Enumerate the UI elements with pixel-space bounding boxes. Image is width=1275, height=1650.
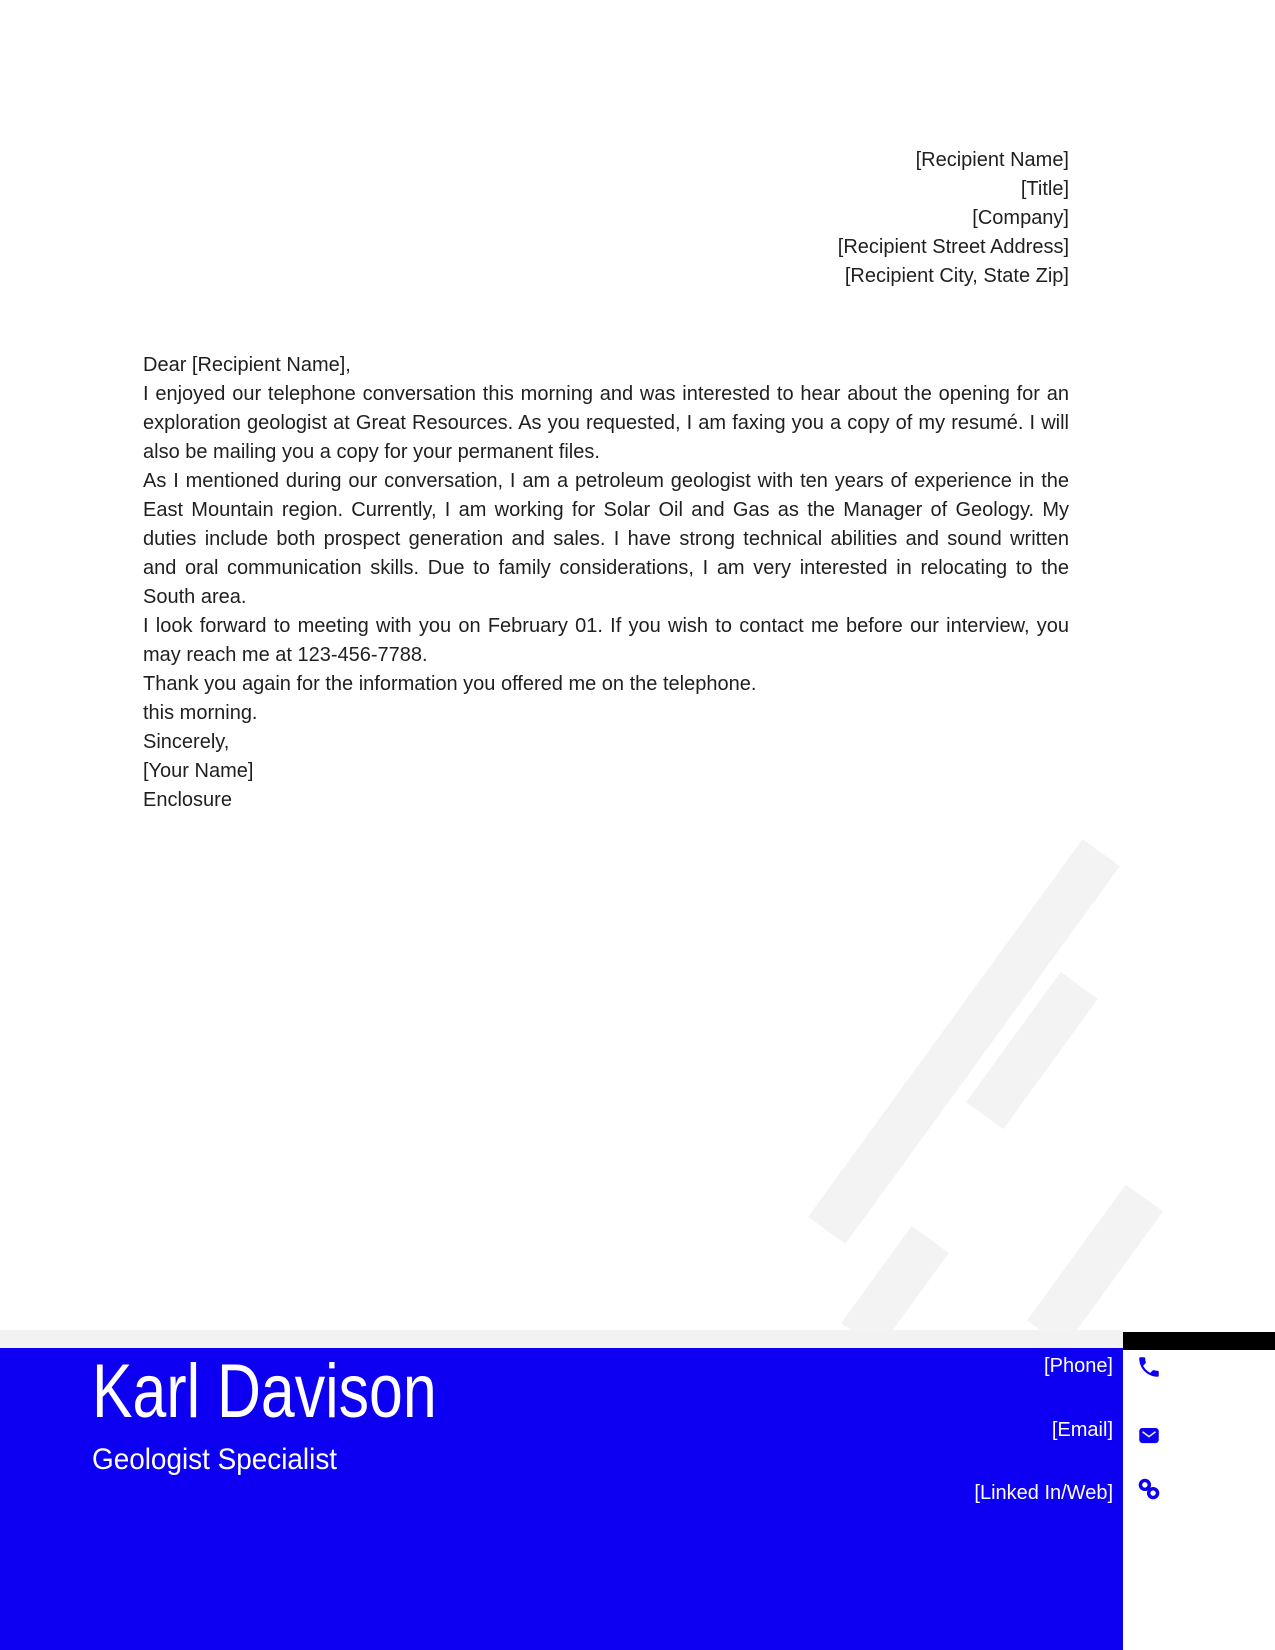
paragraph-experience: As I mentioned during our conversation, I am a petroleum geologist with ten years of experience in the East Mountain region. Currently, I am working for Solar Oil and Gas as the Manager of Geology. My duties include both prospect generation and sales. I have strong technical abilities and sound written and oral communication skills. Due to family considerations, I am very interested in relocating to the South area. — [143, 470, 1069, 608]
phone-icon — [1136, 1354, 1162, 1380]
linkedin-web-placeholder[interactable]: [Linked In/Web] — [974, 1482, 1113, 1504]
paragraph-thanks: Thank you again for the information you offered me on the telephone. — [143, 673, 757, 695]
recipient-block — [838, 146, 1069, 291]
footer-name: Karl Davison — [92, 1349, 437, 1434]
watermark-stripe — [1027, 1185, 1163, 1348]
footer-gray-strip — [0, 1330, 1123, 1348]
greeting-line: Dear [Recipient Name], — [143, 354, 351, 376]
footer-icon-column — [1123, 1350, 1275, 1650]
recipient-city-placeholder[interactable]: [Recipient City, State Zip] — [844, 265, 1069, 287]
recipient-title-placeholder[interactable]: [Title] — [1020, 178, 1069, 200]
paragraph-this-morning: this morning. — [143, 702, 258, 724]
footer-black-bar — [1123, 1332, 1275, 1350]
footer-job-title: Geologist Specialist — [92, 1443, 338, 1476]
watermark-stripe — [808, 839, 1120, 1244]
paragraph-meeting: I look forward to meeting with you on February 01. If you wish to contact me before our interview, you may reach me at 123-456-7788. — [143, 615, 1069, 666]
closing-line: Sincerely, — [143, 731, 230, 753]
signature-placeholder[interactable]: [Your Name] — [143, 760, 254, 782]
phone-placeholder[interactable]: [Phone] — [1044, 1355, 1113, 1377]
recipient-name-placeholder[interactable]: [Recipient Name] — [915, 149, 1069, 171]
email-placeholder[interactable]: [Email] — [1051, 1419, 1113, 1441]
recipient-street-placeholder[interactable]: [Recipient Street Address] — [837, 236, 1069, 258]
paragraph-intro: I enjoyed our telephone conversation this morning and was interested to hear about the opening for an exploration geologist at Great Resources. As you requested, I am faxing you a copy of my resumé. I will also be mailing you a copy for your permanent files. — [143, 383, 1069, 463]
enclosure-line: Enclosure — [143, 789, 232, 811]
recipient-company-placeholder[interactable]: [Company] — [972, 207, 1069, 229]
letter-body — [143, 351, 1069, 815]
link-icon — [1136, 1476, 1162, 1502]
email-icon — [1136, 1422, 1162, 1448]
footer-band — [0, 1348, 1123, 1650]
